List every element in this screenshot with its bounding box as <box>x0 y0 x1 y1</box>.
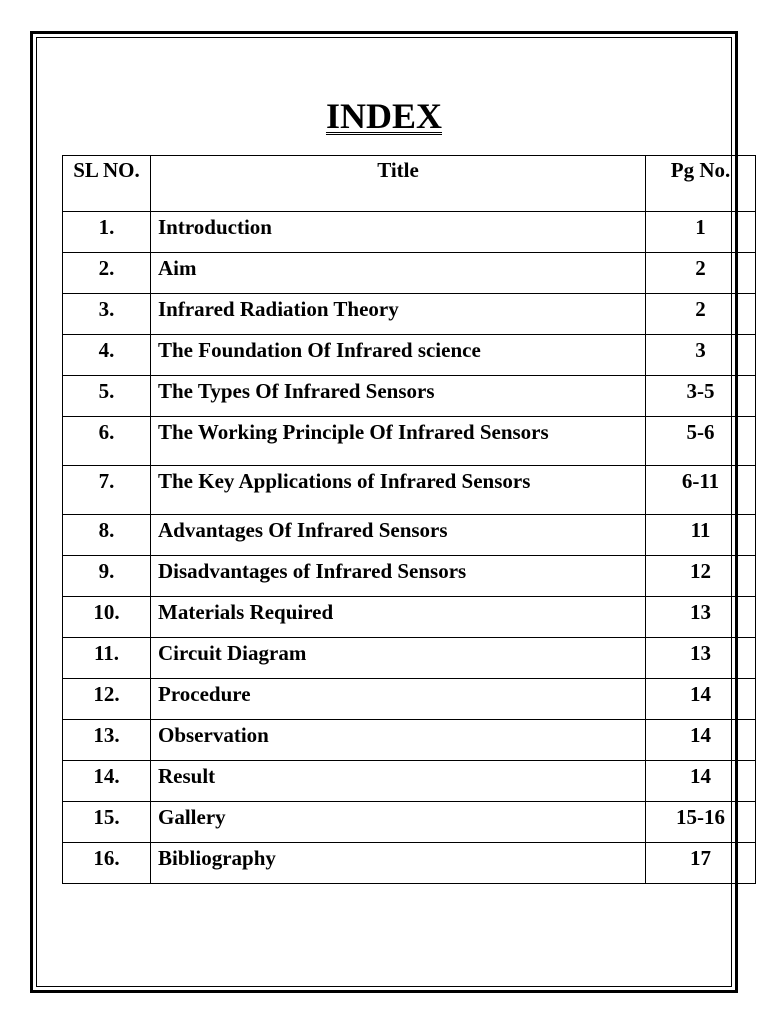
entry-page: 6-11 <box>646 466 756 515</box>
entry-title: The Foundation Of Infrared science <box>151 335 646 376</box>
entry-title: Introduction <box>151 212 646 253</box>
entry-page: 1 <box>646 212 756 253</box>
entry-page: 3-5 <box>646 376 756 417</box>
table-body <box>63 212 756 884</box>
entry-sl-no: 14. <box>63 761 151 802</box>
table-header-row <box>63 156 756 212</box>
entry-sl-no: 13. <box>63 720 151 761</box>
table-row <box>63 466 756 515</box>
table-row <box>63 597 756 638</box>
table-row <box>63 253 756 294</box>
table-row <box>63 556 756 597</box>
entry-page: 3 <box>646 335 756 376</box>
entry-page: 2 <box>646 253 756 294</box>
entry-page: 13 <box>646 597 756 638</box>
table-row <box>63 843 756 884</box>
table-row <box>63 638 756 679</box>
entry-title: The Types Of Infrared Sensors <box>151 376 646 417</box>
entry-page: 14 <box>646 679 756 720</box>
entry-page: 14 <box>646 720 756 761</box>
entry-sl-no: 3. <box>63 294 151 335</box>
entry-sl-no: 6. <box>63 417 151 466</box>
entry-title: The Key Applications of Infrared Sensors <box>151 466 646 515</box>
entry-page: 14 <box>646 761 756 802</box>
entry-title: The Working Principle Of Infrared Sensors <box>151 417 646 466</box>
table-row <box>63 212 756 253</box>
table-row <box>63 515 756 556</box>
entry-page: 11 <box>646 515 756 556</box>
table-row <box>63 761 756 802</box>
table-row <box>63 294 756 335</box>
entry-sl-no: 8. <box>63 515 151 556</box>
entry-sl-no: 2. <box>63 253 151 294</box>
entry-sl-no: 9. <box>63 556 151 597</box>
entry-title: Advantages Of Infrared Sensors <box>151 515 646 556</box>
entry-title: Circuit Diagram <box>151 638 646 679</box>
entry-title: Observation <box>151 720 646 761</box>
entry-title: Infrared Radiation Theory <box>151 294 646 335</box>
column-header-title: Title <box>151 156 646 212</box>
page-title <box>0 94 768 138</box>
table-row <box>63 335 756 376</box>
entry-title: Result <box>151 761 646 802</box>
entry-page: 15-16 <box>646 802 756 843</box>
entry-title: Disadvantages of Infrared Sensors <box>151 556 646 597</box>
entry-sl-no: 10. <box>63 597 151 638</box>
entry-sl-no: 16. <box>63 843 151 884</box>
entry-page: 5-6 <box>646 417 756 466</box>
entry-sl-no: 7. <box>63 466 151 515</box>
entry-sl-no: 12. <box>63 679 151 720</box>
entry-title: Aim <box>151 253 646 294</box>
index-table <box>62 155 756 884</box>
entry-sl-no: 1. <box>63 212 151 253</box>
entry-title: Gallery <box>151 802 646 843</box>
entry-title: Bibliography <box>151 843 646 884</box>
column-header-page-no: Pg No. <box>646 156 756 212</box>
table-row <box>63 679 756 720</box>
entry-sl-no: 5. <box>63 376 151 417</box>
entry-title: Materials Required <box>151 597 646 638</box>
entry-page: 12 <box>646 556 756 597</box>
table-row <box>63 417 756 466</box>
entry-page: 17 <box>646 843 756 884</box>
entry-sl-no: 4. <box>63 335 151 376</box>
table-row <box>63 802 756 843</box>
page-title-text: INDEX <box>325 96 442 136</box>
table-row <box>63 376 756 417</box>
entry-page: 13 <box>646 638 756 679</box>
entry-sl-no: 11. <box>63 638 151 679</box>
entry-title: Procedure <box>151 679 646 720</box>
entry-page: 2 <box>646 294 756 335</box>
entry-sl-no: 15. <box>63 802 151 843</box>
table-row <box>63 720 756 761</box>
column-header-sl-no: SL NO. <box>63 156 151 212</box>
